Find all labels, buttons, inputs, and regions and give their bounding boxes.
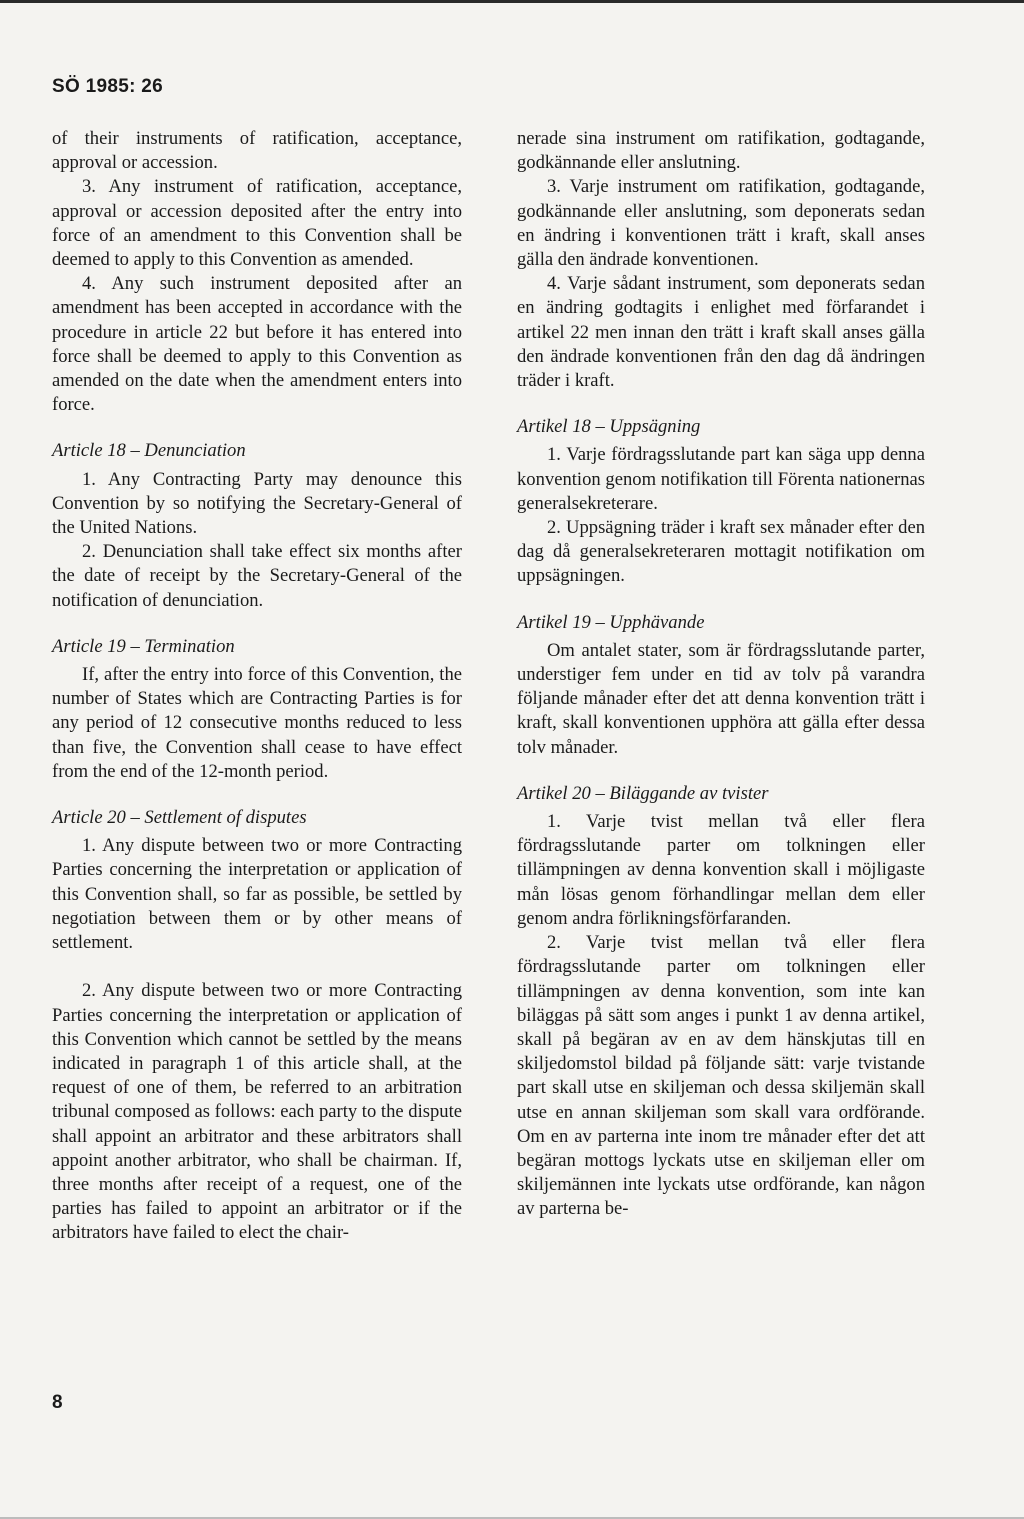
paragraph-continuation: nerade sina instrument om ratifikation, godtagande, godkännande eller anslutning. (517, 128, 925, 174)
article-18-heading: Artikel 18 – Uppsägning (517, 416, 701, 438)
swedish-column (517, 127, 925, 1222)
paragraph-20-2: 2. Any dispute between two or more Contracting Parties concerning the interpretation or application of this Convention which cannot be settled by the means indicated in paragraph 1 of this article shall, at the request of one of them, be referred to an arbitration tribunal composed as follows: each party to the dispute shall appoint an arbitrator and these arbitrators shall appoint another arbitrator, who shall be chairman. If, three months after receipt of a request, one of the parties has failed to appoint an arbitrator or if the arbitrators have failed to elect the chair- (52, 980, 462, 1244)
article-20-heading: Article 20 – Settlement of disputes (52, 807, 307, 829)
paragraph-18-2: 2. Denunciation shall take effect six months after the date of receipt by the Secretary-General of the notification of denunciation. (52, 541, 462, 611)
paragraph-19: If, after the entry into force of this Convention, the number of States which are Contracting Parties is for any period of 12 consecutive months reduced to less than five, the Convention shall cease to have effect from the end of the 12-month period. (52, 664, 462, 782)
paragraph-17-3: 3. Any instrument of ratification, acceptance, approval or accession deposited after the entry into force of an amendment to this Convention shall be deemed to apply to this Convention as amended. (52, 176, 462, 271)
page-number: 8 (52, 1392, 63, 1413)
article-20-heading: Artikel 20 – Biläggande av tvister (517, 782, 769, 804)
paragraph-20-1: 1. Any dispute between two or more Contracting Parties concerning the interpretation or application of this Convention shall, so far as possible, be settled by negotiation between them or by other means of settlement. (52, 835, 462, 954)
paragraph-18-1: 1. Varje fördragsslutande part kan säga upp denna konvention genom notifikation till Förenta nationernas generalsekreterare. (517, 444, 925, 514)
paragraph-20-1: 1. Varje tvist mellan två eller flera fördragsslutande parter om tolkningen eller tillämpningen av denna konvention skall i möjligaste mån lösas genom förhandlingar mellan dem eller genom andra förlikningsförfaranden. (517, 811, 925, 929)
paragraph-continuation: of their instruments of ratification, acceptance, approval or accession. (52, 128, 462, 174)
article-19-heading: Artikel 19 – Upphävande (517, 611, 705, 633)
article-19-heading: Article 19 – Termination (52, 635, 235, 657)
english-column (52, 127, 462, 1246)
paragraph-19: Om antalet stater, som är fördragsslutande parter, understiger fem under en tid av tolv på varandra följande månader efter det att denna konvention trätt i kraft, skall konventionen upphöra att gälla efter dessa tolv månader. (517, 639, 925, 758)
paragraph-20-2: 2. Varje tvist mellan två eller flera fördragsslutande parter om tolkningen eller tillämpningen av denna konvention, som inte kan biläggas på sätt som anges i punkt 1 av denna artikel, skall på begäran av en av dem hänskjutas till en skiljedomstol bildad på följande sätt: varje tvistande part skall utse en skiljeman och dessa skiljemän skall utse en annan skiljeman som skall vara ordförande. Om en av parterna inte inom tre månader efter det att begäran mottogs lyckats utse en skiljeman eller om skiljemännen inte lyckats utse ordförande, kan någon av parterna be- (517, 932, 925, 1220)
paragraph-17-3: 3. Varje instrument om ratifikation, godtagande, godkännande eller anslutning, som deponerats sedan en ändring i konventionen trätt i kraft, skall anses gälla den ändrade konventionen. (517, 176, 925, 271)
article-18-heading: Article 18 – Denunciation (52, 440, 246, 462)
paragraph-18-2: 2. Uppsägning träder i kraft sex månader efter den dag då generalsekreteraren mottagit notifikation om uppsägningen. (517, 517, 925, 587)
paragraph-17-4: 4. Any such instrument deposited after an amendment has been accepted in accordance with the procedure in article 22 but before it has entered into force shall be deemed to apply to this Convention as amended on the date when the amendment enters into force. (52, 273, 462, 416)
spacer (52, 955, 462, 979)
document-reference: SÖ 1985: 26 (52, 76, 164, 97)
top-rule (0, 0, 1024, 3)
paragraph-18-1: 1. Any Contracting Party may denounce this Convention by so notifying the Secretary-General of the United Nations. (52, 468, 462, 539)
paragraph-17-4: 4. Varje sådant instrument, som deponerats sedan en ändring godtagits i enlighet med förfarandet i artikel 22 men innan den trätt i kraft skall anses gälla den ändrade konventionen från den dag då ändringen träder i kraft. (517, 273, 925, 392)
